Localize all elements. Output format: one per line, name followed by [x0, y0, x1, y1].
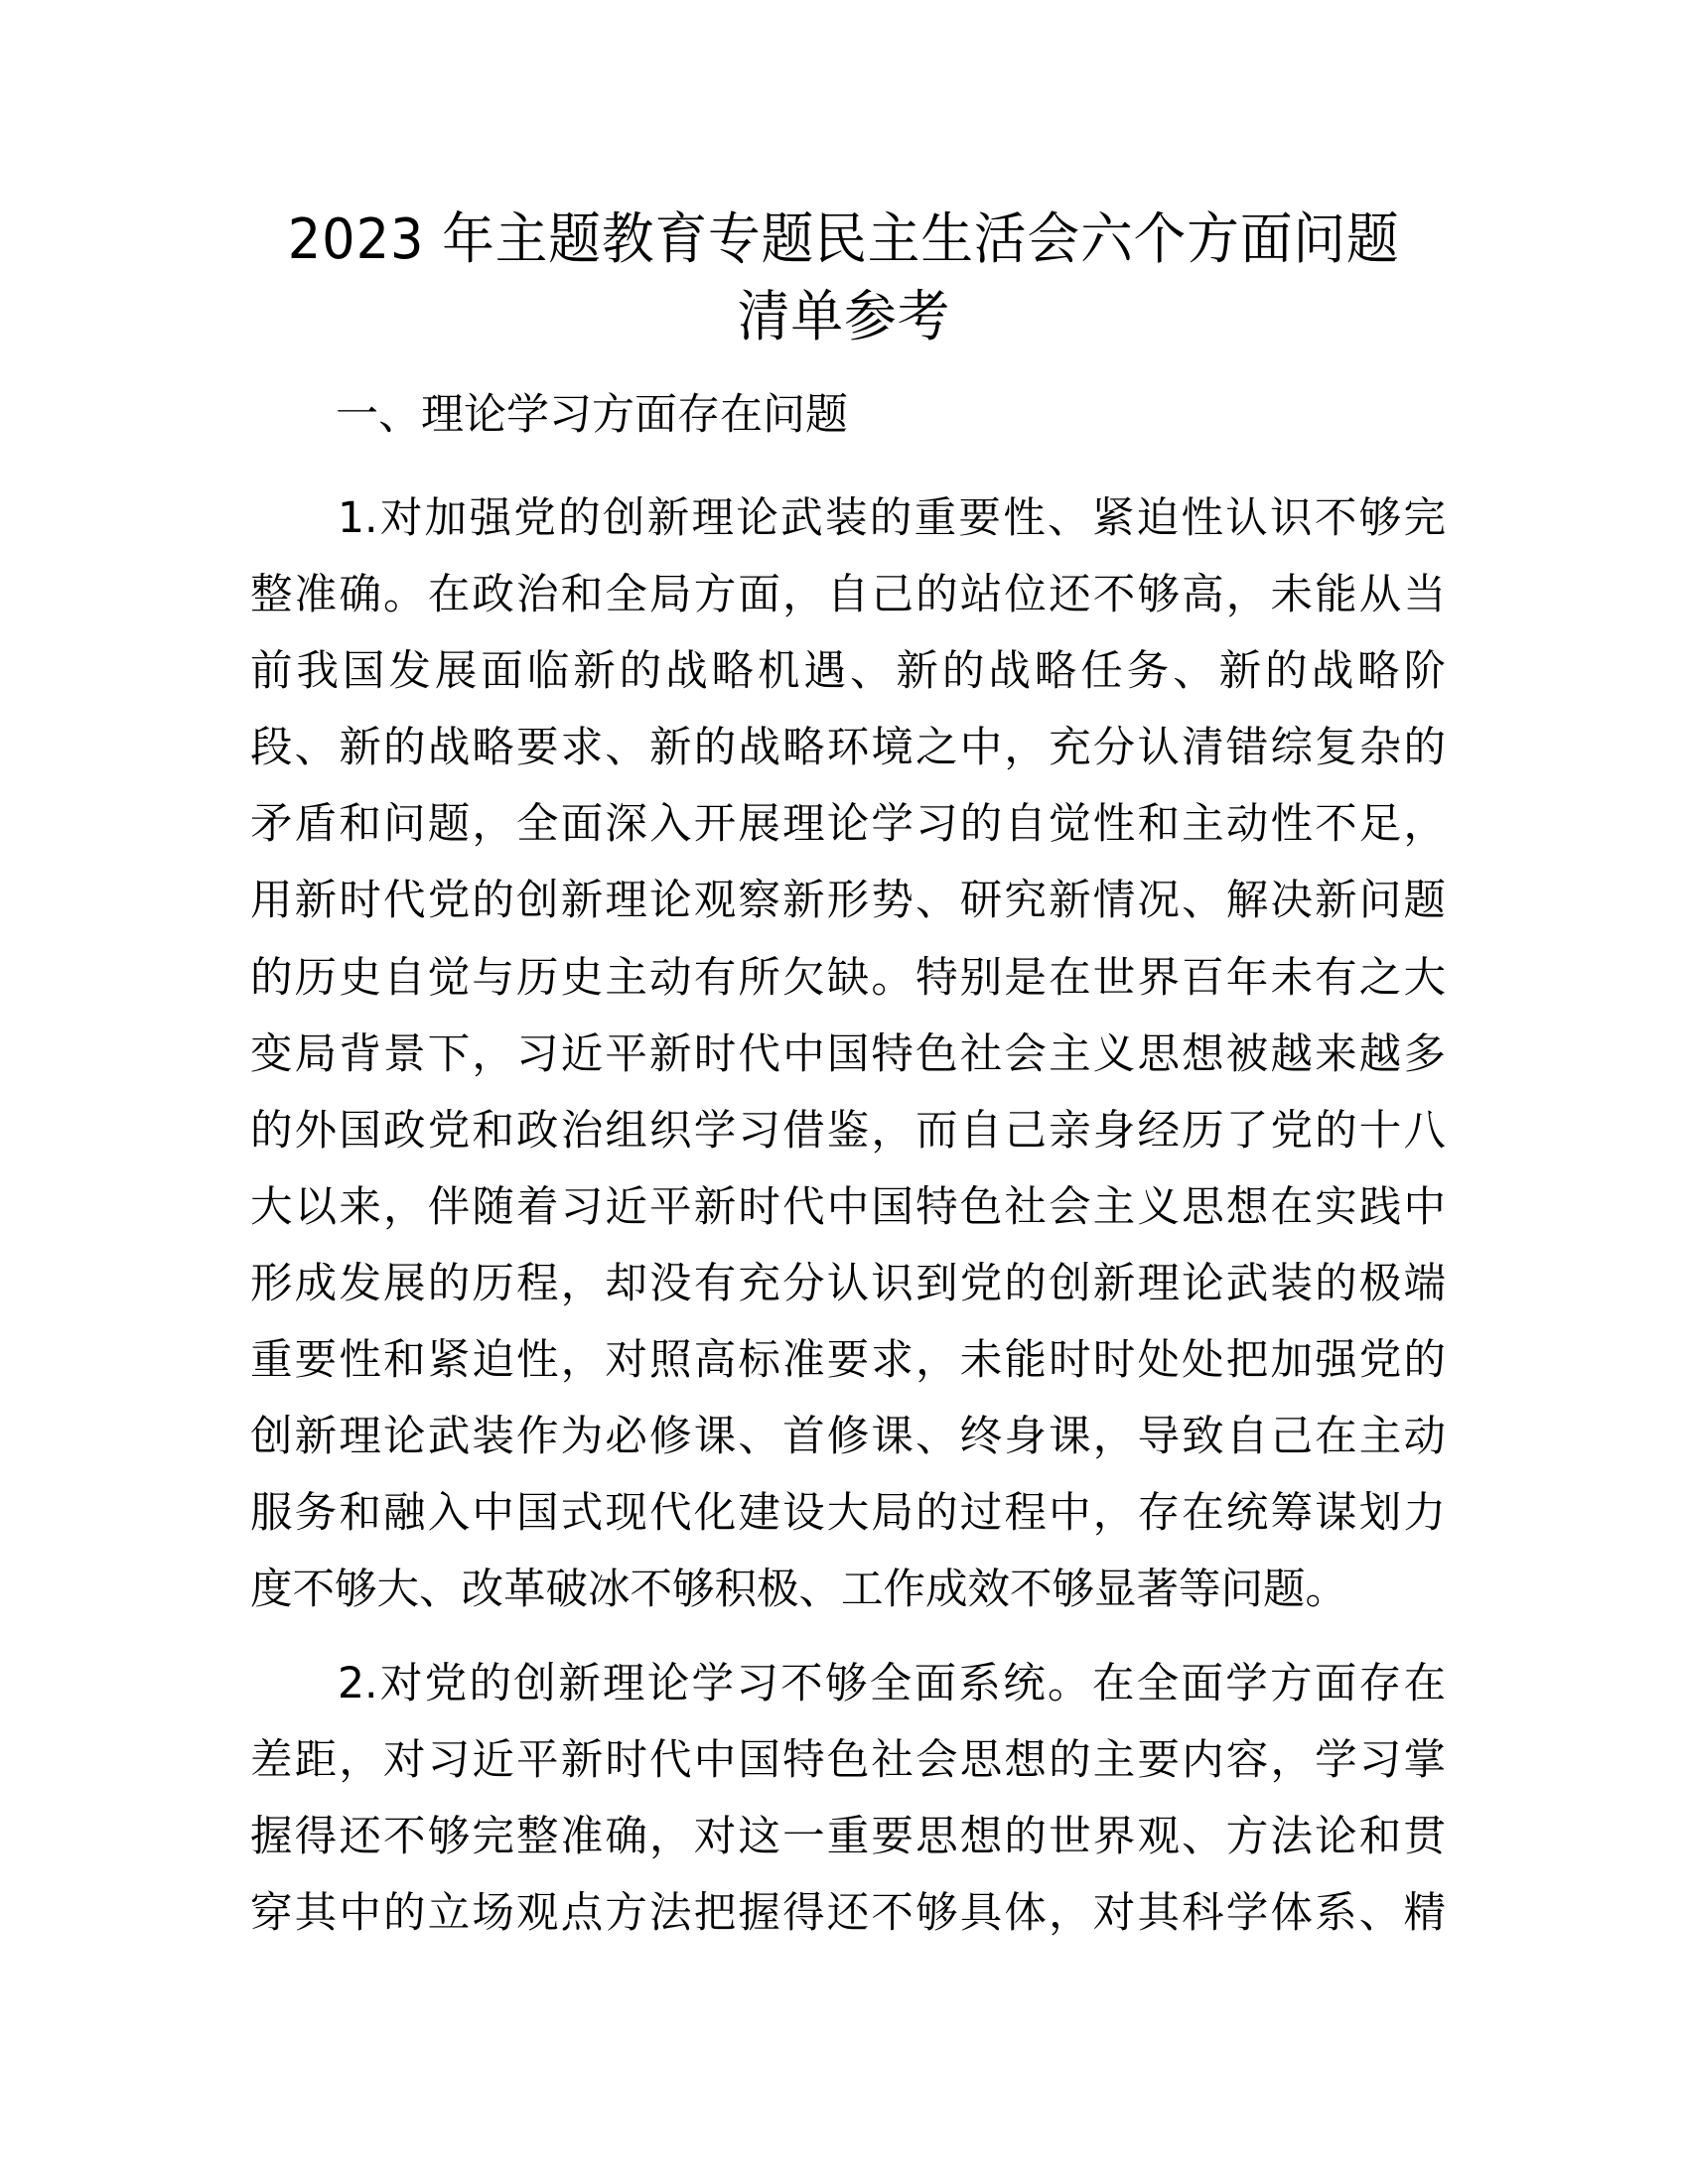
- paragraph-line: 服务和融入中国式现代化建设大局的过程中，存在统筹谋划力: [250, 1489, 1446, 1539]
- paragraph-line: 握得还不够完整准确，对这一重要思想的世界观、方法论和贯: [250, 1813, 1446, 1862]
- document-title-text-2: 清单参考: [737, 285, 951, 349]
- paragraph-line: 的历史自觉与历史主动有所欠缺。特别是在世界百年未有之大: [250, 953, 1446, 1003]
- paragraph-line: 用新时代党的创新理论观察新形势、研究新情况、解决新问题: [250, 877, 1446, 926]
- section-heading: 一、理论学习方面存在问题: [336, 390, 848, 440]
- paragraph-line: 2.对党的创新理论学习不够全面系统。在全面学方面存在: [338, 1660, 1446, 1708]
- paragraph-line: 矛盾和问题，全面深入开展理论学习的自觉性和主动性不足，: [250, 800, 1446, 850]
- paragraph-line: 变局背景下，习近平新时代中国特色社会主义思想被越来越多: [250, 1029, 1446, 1079]
- paragraph-line: 前我国发展面临新的战略机遇、新的战略任务、新的战略阶: [250, 647, 1446, 697]
- document-title-text-1: 2023 年主题教育专题民主生活会六个方面问题: [288, 207, 1400, 272]
- paragraph-line: 差距，对习近平新时代中国特色社会思想的主要内容，学习掌: [250, 1736, 1446, 1786]
- paragraph-line: 整准确。在政治和全局方面，自己的站位还不够高，未能从当: [250, 571, 1446, 620]
- paragraph-line: 度不够大、改革破冰不够积极、工作成效不够显著等问题。: [250, 1566, 1348, 1615]
- paragraph-line: 的外国政党和政治组织学习借鉴，而自己亲身经历了党的十八: [250, 1106, 1446, 1156]
- paragraph-line: 1.对加强党的创新理论武装的重要性、紧迫性认识不够完: [338, 494, 1446, 543]
- paragraph-line: 重要性和紧迫性，对照高标准要求，未能时时处处把加强党的: [250, 1336, 1446, 1386]
- paragraph-1: [250, 480, 1446, 1628]
- paragraph-line: 形成发展的历程，却没有充分认识到党的创新理论武装的极端: [250, 1259, 1446, 1308]
- paragraph-line: 大以来，伴随着习近平新时代中国特色社会主义思想在实践中: [250, 1182, 1446, 1232]
- paragraph-line: 穿其中的立场观点方法把握得还不够具体，对其科学体系、精: [250, 1889, 1446, 1939]
- document-title-line-1: [0, 205, 1688, 275]
- document-title-line-2: [0, 283, 1688, 352]
- paragraph-line: 创新理论武装作为必修课、首修课、终身课，导致自己在主动: [250, 1413, 1446, 1462]
- paragraph-line: 段、新的战略要求、新的战略环境之中，充分认清错综复杂的: [250, 724, 1446, 773]
- paragraph-2: [250, 1646, 1446, 1952]
